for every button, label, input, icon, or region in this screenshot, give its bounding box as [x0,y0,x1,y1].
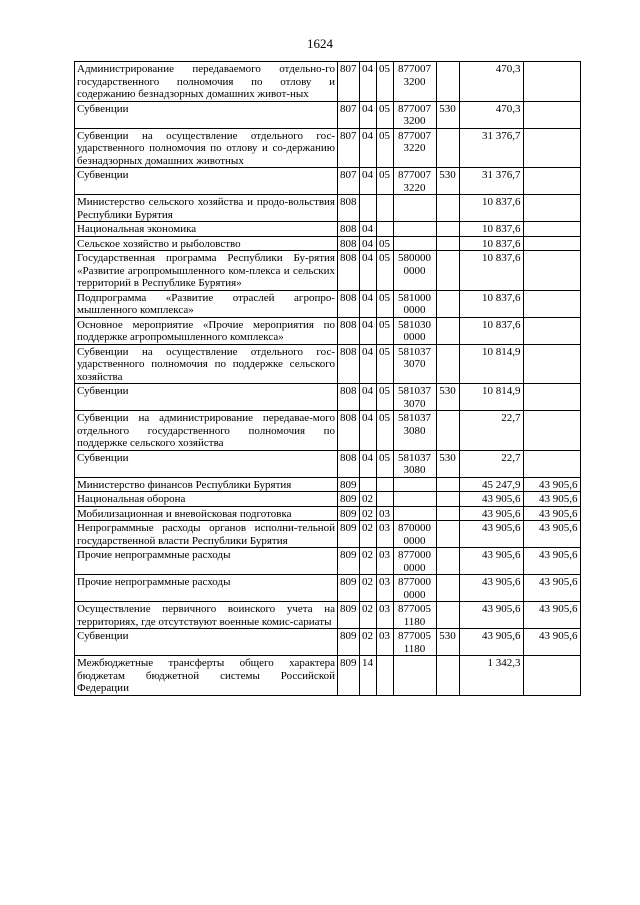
expense-type-code: 530 [436,629,459,656]
ministry-code: 809 [338,602,360,629]
ministry-code: 807 [338,168,360,195]
section-code: 04 [359,251,376,291]
section-code: 04 [359,62,376,102]
article-code: 877007 3200 [393,62,436,102]
sum-year-2 [523,101,580,128]
article-code [393,656,436,696]
row-name: Мобилизационная и вневойсковая подготовка [75,506,338,521]
sum-year-1: 31 376,7 [459,128,523,168]
ministry-code: 809 [338,521,360,548]
expense-type-code: 530 [436,101,459,128]
subsection-code: 03 [376,521,393,548]
expense-type-code: 530 [436,168,459,195]
section-code: 02 [359,521,376,548]
subsection-code: 05 [376,236,393,251]
expense-type-code [436,195,459,222]
row-name: Прочие непрограммные расходы [75,548,338,575]
ministry-code: 808 [338,317,360,344]
table-row [75,344,581,384]
sum-year-2 [523,344,580,384]
sum-year-1: 470,3 [459,101,523,128]
row-name: Субвенции на администрирование передавае-мого отдельного государственного полномочия по поддержке сельского хозяйства [75,411,338,451]
sum-year-2: 43 905,6 [523,548,580,575]
subsection-code: 05 [376,168,393,195]
sum-year-1: 22,7 [459,450,523,477]
row-name: Министерство сельского хозяйства и продо-вольствия Республики Бурятия [75,195,338,222]
table-row [75,575,581,602]
article-code: 877005 1180 [393,629,436,656]
article-code: 877005 1180 [393,602,436,629]
sum-year-1: 10 837,6 [459,222,523,237]
section-code: 04 [359,168,376,195]
sum-year-2 [523,62,580,102]
table-row [75,128,581,168]
expense-type-code [436,506,459,521]
sum-year-1: 10 837,6 [459,251,523,291]
article-code: 877007 3220 [393,168,436,195]
expense-type-code [436,236,459,251]
subsection-code [376,656,393,696]
section-code: 04 [359,344,376,384]
article-code: 581030 0000 [393,317,436,344]
subsection-code: 05 [376,450,393,477]
table-row [75,222,581,237]
sum-year-1: 31 376,7 [459,168,523,195]
sum-year-2: 43 905,6 [523,506,580,521]
article-code: 581037 3070 [393,344,436,384]
article-code: 581037 3080 [393,450,436,477]
section-code: 02 [359,575,376,602]
sum-year-2 [523,168,580,195]
ministry-code: 808 [338,411,360,451]
row-name: Основное мероприятие «Прочие мероприятия по поддержке агропромышленного комплекса» [75,317,338,344]
article-code [393,236,436,251]
sum-year-2 [523,222,580,237]
row-name: Субвенции [75,629,338,656]
ministry-code: 807 [338,101,360,128]
ministry-code: 808 [338,384,360,411]
row-name: Непрограммные расходы органов исполни-тельной государственной власти Республики Бурятия [75,521,338,548]
section-code: 02 [359,506,376,521]
sum-year-1: 10 814,9 [459,344,523,384]
table-row [75,629,581,656]
sum-year-2 [523,317,580,344]
table-row [75,656,581,696]
sum-year-2 [523,450,580,477]
article-code: 877007 3220 [393,128,436,168]
section-code: 04 [359,128,376,168]
expense-type-code [436,290,459,317]
subsection-code: 05 [376,62,393,102]
row-name: Национальная оборона [75,492,338,507]
table-row [75,236,581,251]
subsection-code [376,222,393,237]
table-row [75,251,581,291]
sum-year-1: 22,7 [459,411,523,451]
ministry-code: 808 [338,195,360,222]
table-row [75,411,581,451]
table-row [75,62,581,102]
section-code: 04 [359,290,376,317]
expense-type-code [436,251,459,291]
table-row [75,168,581,195]
row-name: Государственная программа Республики Бу-рятия «Развитие агропромышленного ком-плекса и сельских территорий в Республике Бурятия» [75,251,338,291]
sum-year-1: 10 837,6 [459,195,523,222]
section-code: 02 [359,629,376,656]
expense-type-code [436,344,459,384]
subsection-code: 03 [376,548,393,575]
sum-year-2: 43 905,6 [523,629,580,656]
article-code: 580000 0000 [393,251,436,291]
sum-year-1: 1 342,3 [459,656,523,696]
row-name: Субвенции [75,384,338,411]
table-row [75,290,581,317]
ministry-code: 809 [338,575,360,602]
article-code: 581037 3080 [393,411,436,451]
section-code: 14 [359,656,376,696]
sum-year-1: 43 905,6 [459,548,523,575]
ministry-code: 809 [338,506,360,521]
section-code: 04 [359,384,376,411]
sum-year-2: 43 905,6 [523,477,580,492]
subsection-code [376,195,393,222]
sum-year-1: 43 905,6 [459,575,523,602]
section-code: 02 [359,492,376,507]
expense-type-code [436,411,459,451]
ministry-code: 808 [338,344,360,384]
section-code: 04 [359,101,376,128]
table-row [75,506,581,521]
table-row [75,101,581,128]
ministry-code: 808 [338,450,360,477]
row-name: Субвенции на осуществление отдельного гос-ударственного полномочия по отлову и со-держанию безнадзорных домашних животных [75,128,338,168]
expense-type-code: 530 [436,450,459,477]
article-code: 870000 0000 [393,521,436,548]
table-row [75,602,581,629]
subsection-code: 03 [376,602,393,629]
ministry-code: 809 [338,656,360,696]
sum-year-2 [523,251,580,291]
sum-year-2 [523,656,580,696]
section-code: 04 [359,222,376,237]
table-row [75,548,581,575]
sum-year-1: 10 814,9 [459,384,523,411]
expense-type-code [436,521,459,548]
subsection-code [376,492,393,507]
section-code: 04 [359,236,376,251]
ministry-code: 808 [338,251,360,291]
subsection-code: 03 [376,506,393,521]
subsection-code: 05 [376,251,393,291]
row-name: Субвенции [75,450,338,477]
sum-year-1: 10 837,6 [459,236,523,251]
section-code: 02 [359,548,376,575]
section-code: 04 [359,317,376,344]
row-name: Подпрограмма «Развитие отраслей агропро-мышленного комплекса» [75,290,338,317]
sum-year-2: 43 905,6 [523,521,580,548]
sum-year-2 [523,384,580,411]
ministry-code: 809 [338,492,360,507]
section-code [359,477,376,492]
ministry-code: 809 [338,629,360,656]
row-name: Администрирование передаваемого отдельно-го государственного полномочия по отлову и содержанию безнадзорных домашних живот-ных [75,62,338,102]
budget-table [74,61,581,696]
ministry-code: 808 [338,222,360,237]
row-name: Осуществление первичного воинского учета на территориях, где отсутствуют военные комис-сариаты [75,602,338,629]
table-row [75,450,581,477]
ministry-code: 808 [338,236,360,251]
sum-year-1: 470,3 [459,62,523,102]
sum-year-1: 45 247,9 [459,477,523,492]
sum-year-1: 43 905,6 [459,629,523,656]
subsection-code: 05 [376,411,393,451]
expense-type-code [436,222,459,237]
ministry-code: 807 [338,128,360,168]
subsection-code: 05 [376,344,393,384]
expense-type-code [436,575,459,602]
section-code: 04 [359,450,376,477]
article-code: 581037 3070 [393,384,436,411]
sum-year-2 [523,195,580,222]
row-name: Прочие непрограммные расходы [75,575,338,602]
subsection-code: 05 [376,384,393,411]
article-code: 581000 0000 [393,290,436,317]
table-row [75,492,581,507]
subsection-code: 03 [376,629,393,656]
table-row [75,384,581,411]
expense-type-code [436,492,459,507]
table-row [75,521,581,548]
sum-year-1: 10 837,6 [459,290,523,317]
sum-year-2: 43 905,6 [523,575,580,602]
expense-type-code [436,602,459,629]
article-code [393,492,436,507]
expense-type-code [436,656,459,696]
row-name: Субвенции [75,101,338,128]
subsection-code: 05 [376,317,393,344]
sum-year-1: 10 837,6 [459,317,523,344]
article-code [393,195,436,222]
expense-type-code [436,477,459,492]
ministry-code: 809 [338,548,360,575]
article-code [393,506,436,521]
article-code [393,477,436,492]
sum-year-2 [523,236,580,251]
table-row [75,195,581,222]
subsection-code: 03 [376,575,393,602]
row-name: Субвенции [75,168,338,195]
sum-year-1: 43 905,6 [459,506,523,521]
ministry-code: 808 [338,290,360,317]
article-code: 877000 0000 [393,548,436,575]
page-number: 1624 [307,36,333,51]
sum-year-2 [523,411,580,451]
sum-year-2: 43 905,6 [523,492,580,507]
article-code [393,222,436,237]
section-code: 04 [359,411,376,451]
sum-year-2 [523,290,580,317]
sum-year-2 [523,128,580,168]
sum-year-1: 43 905,6 [459,602,523,629]
table-row [75,317,581,344]
subsection-code: 05 [376,128,393,168]
subsection-code: 05 [376,101,393,128]
subsection-code [376,477,393,492]
row-name: Министерство финансов Республики Бурятия [75,477,338,492]
row-name: Сельское хозяйство и рыболовство [75,236,338,251]
expense-type-code [436,317,459,344]
section-code: 02 [359,602,376,629]
ministry-code: 809 [338,477,360,492]
sum-year-2: 43 905,6 [523,602,580,629]
row-name: Межбюджетные трансферты общего характера бюджетам бюджетной системы Российской Федерации [75,656,338,696]
row-name: Национальная экономика [75,222,338,237]
expense-type-code [436,548,459,575]
subsection-code: 05 [376,290,393,317]
sum-year-1: 43 905,6 [459,521,523,548]
article-code: 877000 0000 [393,575,436,602]
sum-year-1: 43 905,6 [459,492,523,507]
article-code: 877007 3200 [393,101,436,128]
expense-type-code [436,128,459,168]
expense-type-code [436,62,459,102]
table-row [75,477,581,492]
section-code [359,195,376,222]
ministry-code: 807 [338,62,360,102]
expense-type-code: 530 [436,384,459,411]
row-name: Субвенции на осуществление отдельного гос-ударственного полномочия по поддержке сельского хозяйства [75,344,338,384]
